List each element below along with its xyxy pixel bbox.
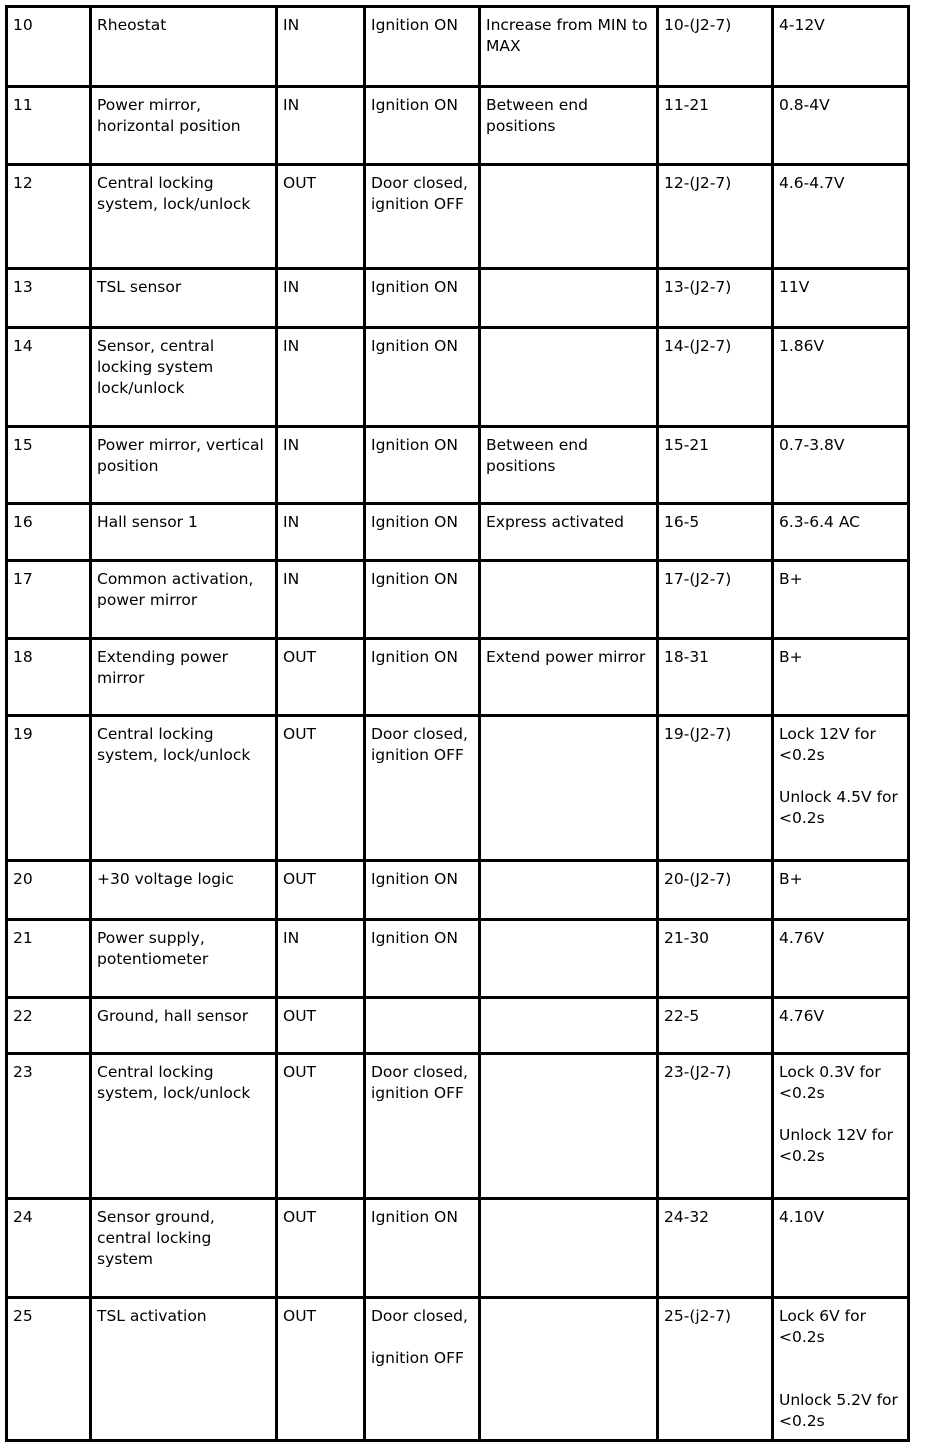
pin-cell: 24 (7, 1199, 91, 1298)
direction-cell: IN (277, 920, 365, 998)
table-row (7, 716, 909, 861)
condition-cell: Door closed, ignition OFF (365, 716, 480, 861)
pin-cell: 21 (7, 920, 91, 998)
condition-cell: Ignition ON (365, 7, 480, 87)
description-cell: Ground, hall sensor (91, 998, 277, 1054)
action-cell: Between end positions (480, 427, 658, 504)
value-cell: Lock 0.3V for <0.2s Unlock 12V for <0.2s (773, 1054, 909, 1199)
condition-cell: Door closed, ignition OFF (365, 1298, 480, 1441)
action-cell: Extend power mirror (480, 639, 658, 716)
value-cell: 11V (773, 269, 909, 328)
table-row (7, 1199, 909, 1298)
pin-cell: 17 (7, 561, 91, 639)
action-cell (480, 861, 658, 920)
description-cell: TSL activation (91, 1298, 277, 1441)
condition-cell: Ignition ON (365, 1199, 480, 1298)
description-cell: Sensor ground, central locking system (91, 1199, 277, 1298)
description-cell: TSL sensor (91, 269, 277, 328)
table-row (7, 87, 909, 165)
value-cell: 4.76V (773, 998, 909, 1054)
table-row (7, 328, 909, 427)
description-cell: Power mirror, vertical position (91, 427, 277, 504)
value-cell: 6.3-6.4 AC (773, 504, 909, 561)
table-row (7, 1054, 909, 1199)
action-cell (480, 1199, 658, 1298)
table-row (7, 1298, 909, 1441)
condition-cell: Ignition ON (365, 639, 480, 716)
pin-cell: 25 (7, 1298, 91, 1441)
table-row (7, 639, 909, 716)
direction-cell: OUT (277, 1054, 365, 1199)
description-cell: Sensor, central locking system lock/unlock (91, 328, 277, 427)
test-points-cell: 10-(J2-7) (658, 7, 773, 87)
direction-cell: IN (277, 7, 365, 87)
condition-cell: Door closed, ignition OFF (365, 1054, 480, 1199)
pin-cell: 16 (7, 504, 91, 561)
action-cell (480, 1054, 658, 1199)
value-cell: 4-12V (773, 7, 909, 87)
test-points-cell: 15-21 (658, 427, 773, 504)
pin-cell: 12 (7, 165, 91, 269)
condition-cell: Ignition ON (365, 561, 480, 639)
condition-cell (365, 998, 480, 1054)
action-cell (480, 998, 658, 1054)
test-points-cell: 17-(J2-7) (658, 561, 773, 639)
value-cell: B+ (773, 639, 909, 716)
pin-cell: 23 (7, 1054, 91, 1199)
description-cell: Central locking system, lock/unlock (91, 716, 277, 861)
action-cell (480, 561, 658, 639)
description-cell: Power mirror, horizontal position (91, 87, 277, 165)
direction-cell: OUT (277, 165, 365, 269)
pin-cell: 20 (7, 861, 91, 920)
test-points-cell: 16-5 (658, 504, 773, 561)
condition-cell: Door closed, ignition OFF (365, 165, 480, 269)
test-points-cell: 20-(J2-7) (658, 861, 773, 920)
action-cell (480, 1298, 658, 1441)
test-points-cell: 18-31 (658, 639, 773, 716)
value-cell: B+ (773, 861, 909, 920)
condition-cell: Ignition ON (365, 427, 480, 504)
direction-cell: OUT (277, 1298, 365, 1441)
description-cell: Common activation, power mirror (91, 561, 277, 639)
test-points-cell: 12-(J2-7) (658, 165, 773, 269)
direction-cell: IN (277, 328, 365, 427)
direction-cell: IN (277, 87, 365, 165)
table-row (7, 7, 909, 87)
action-cell (480, 716, 658, 861)
table-row (7, 861, 909, 920)
pin-cell: 14 (7, 328, 91, 427)
pin-cell: 22 (7, 998, 91, 1054)
action-cell (480, 920, 658, 998)
test-points-cell: 25-(j2-7) (658, 1298, 773, 1441)
action-cell: Between end positions (480, 87, 658, 165)
pin-cell: 10 (7, 7, 91, 87)
action-cell (480, 328, 658, 427)
test-points-cell: 14-(J2-7) (658, 328, 773, 427)
direction-cell: IN (277, 561, 365, 639)
value-cell: 4.6-4.7V (773, 165, 909, 269)
table-row (7, 920, 909, 998)
test-points-cell: 22-5 (658, 998, 773, 1054)
description-cell: Rheostat (91, 7, 277, 87)
direction-cell: OUT (277, 861, 365, 920)
action-cell (480, 269, 658, 328)
condition-cell: Ignition ON (365, 861, 480, 920)
value-cell: 0.7-3.8V (773, 427, 909, 504)
pin-cell: 11 (7, 87, 91, 165)
value-cell: Lock 6V for <0.2s Unlock 5.2V for <0.2s (773, 1298, 909, 1441)
description-cell: Central locking system, lock/unlock (91, 1054, 277, 1199)
condition-cell: Ignition ON (365, 504, 480, 561)
direction-cell: OUT (277, 639, 365, 716)
condition-cell: Ignition ON (365, 269, 480, 328)
direction-cell: OUT (277, 1199, 365, 1298)
table-row (7, 427, 909, 504)
condition-cell: Ignition ON (365, 328, 480, 427)
direction-cell: IN (277, 269, 365, 328)
table-row (7, 998, 909, 1054)
direction-cell: OUT (277, 716, 365, 861)
condition-cell: Ignition ON (365, 920, 480, 998)
direction-cell: OUT (277, 998, 365, 1054)
direction-cell: IN (277, 427, 365, 504)
description-cell: Power supply, potentiometer (91, 920, 277, 998)
test-points-cell: 11-21 (658, 87, 773, 165)
test-points-cell: 19-(J2-7) (658, 716, 773, 861)
description-cell: Hall sensor 1 (91, 504, 277, 561)
test-points-cell: 13-(J2-7) (658, 269, 773, 328)
description-cell: +30 voltage logic (91, 861, 277, 920)
table-row (7, 561, 909, 639)
action-cell (480, 165, 658, 269)
action-cell: Increase from MIN to MAX (480, 7, 658, 87)
pin-assignment-table (5, 5, 910, 1442)
value-cell: B+ (773, 561, 909, 639)
action-cell: Express activated (480, 504, 658, 561)
description-cell: Extending power mirror (91, 639, 277, 716)
table-row (7, 504, 909, 561)
pin-cell: 19 (7, 716, 91, 861)
value-cell: Lock 12V for <0.2s Unlock 4.5V for <0.2s (773, 716, 909, 861)
value-cell: 0.8-4V (773, 87, 909, 165)
pin-cell: 18 (7, 639, 91, 716)
description-cell: Central locking system, lock/unlock (91, 165, 277, 269)
direction-cell: IN (277, 504, 365, 561)
table-row (7, 269, 909, 328)
pin-cell: 13 (7, 269, 91, 328)
test-points-cell: 21-30 (658, 920, 773, 998)
value-cell: 4.76V (773, 920, 909, 998)
test-points-cell: 23-(J2-7) (658, 1054, 773, 1199)
pin-cell: 15 (7, 427, 91, 504)
test-points-cell: 24-32 (658, 1199, 773, 1298)
condition-cell: Ignition ON (365, 87, 480, 165)
table-row (7, 165, 909, 269)
value-cell: 4.10V (773, 1199, 909, 1298)
value-cell: 1.86V (773, 328, 909, 427)
